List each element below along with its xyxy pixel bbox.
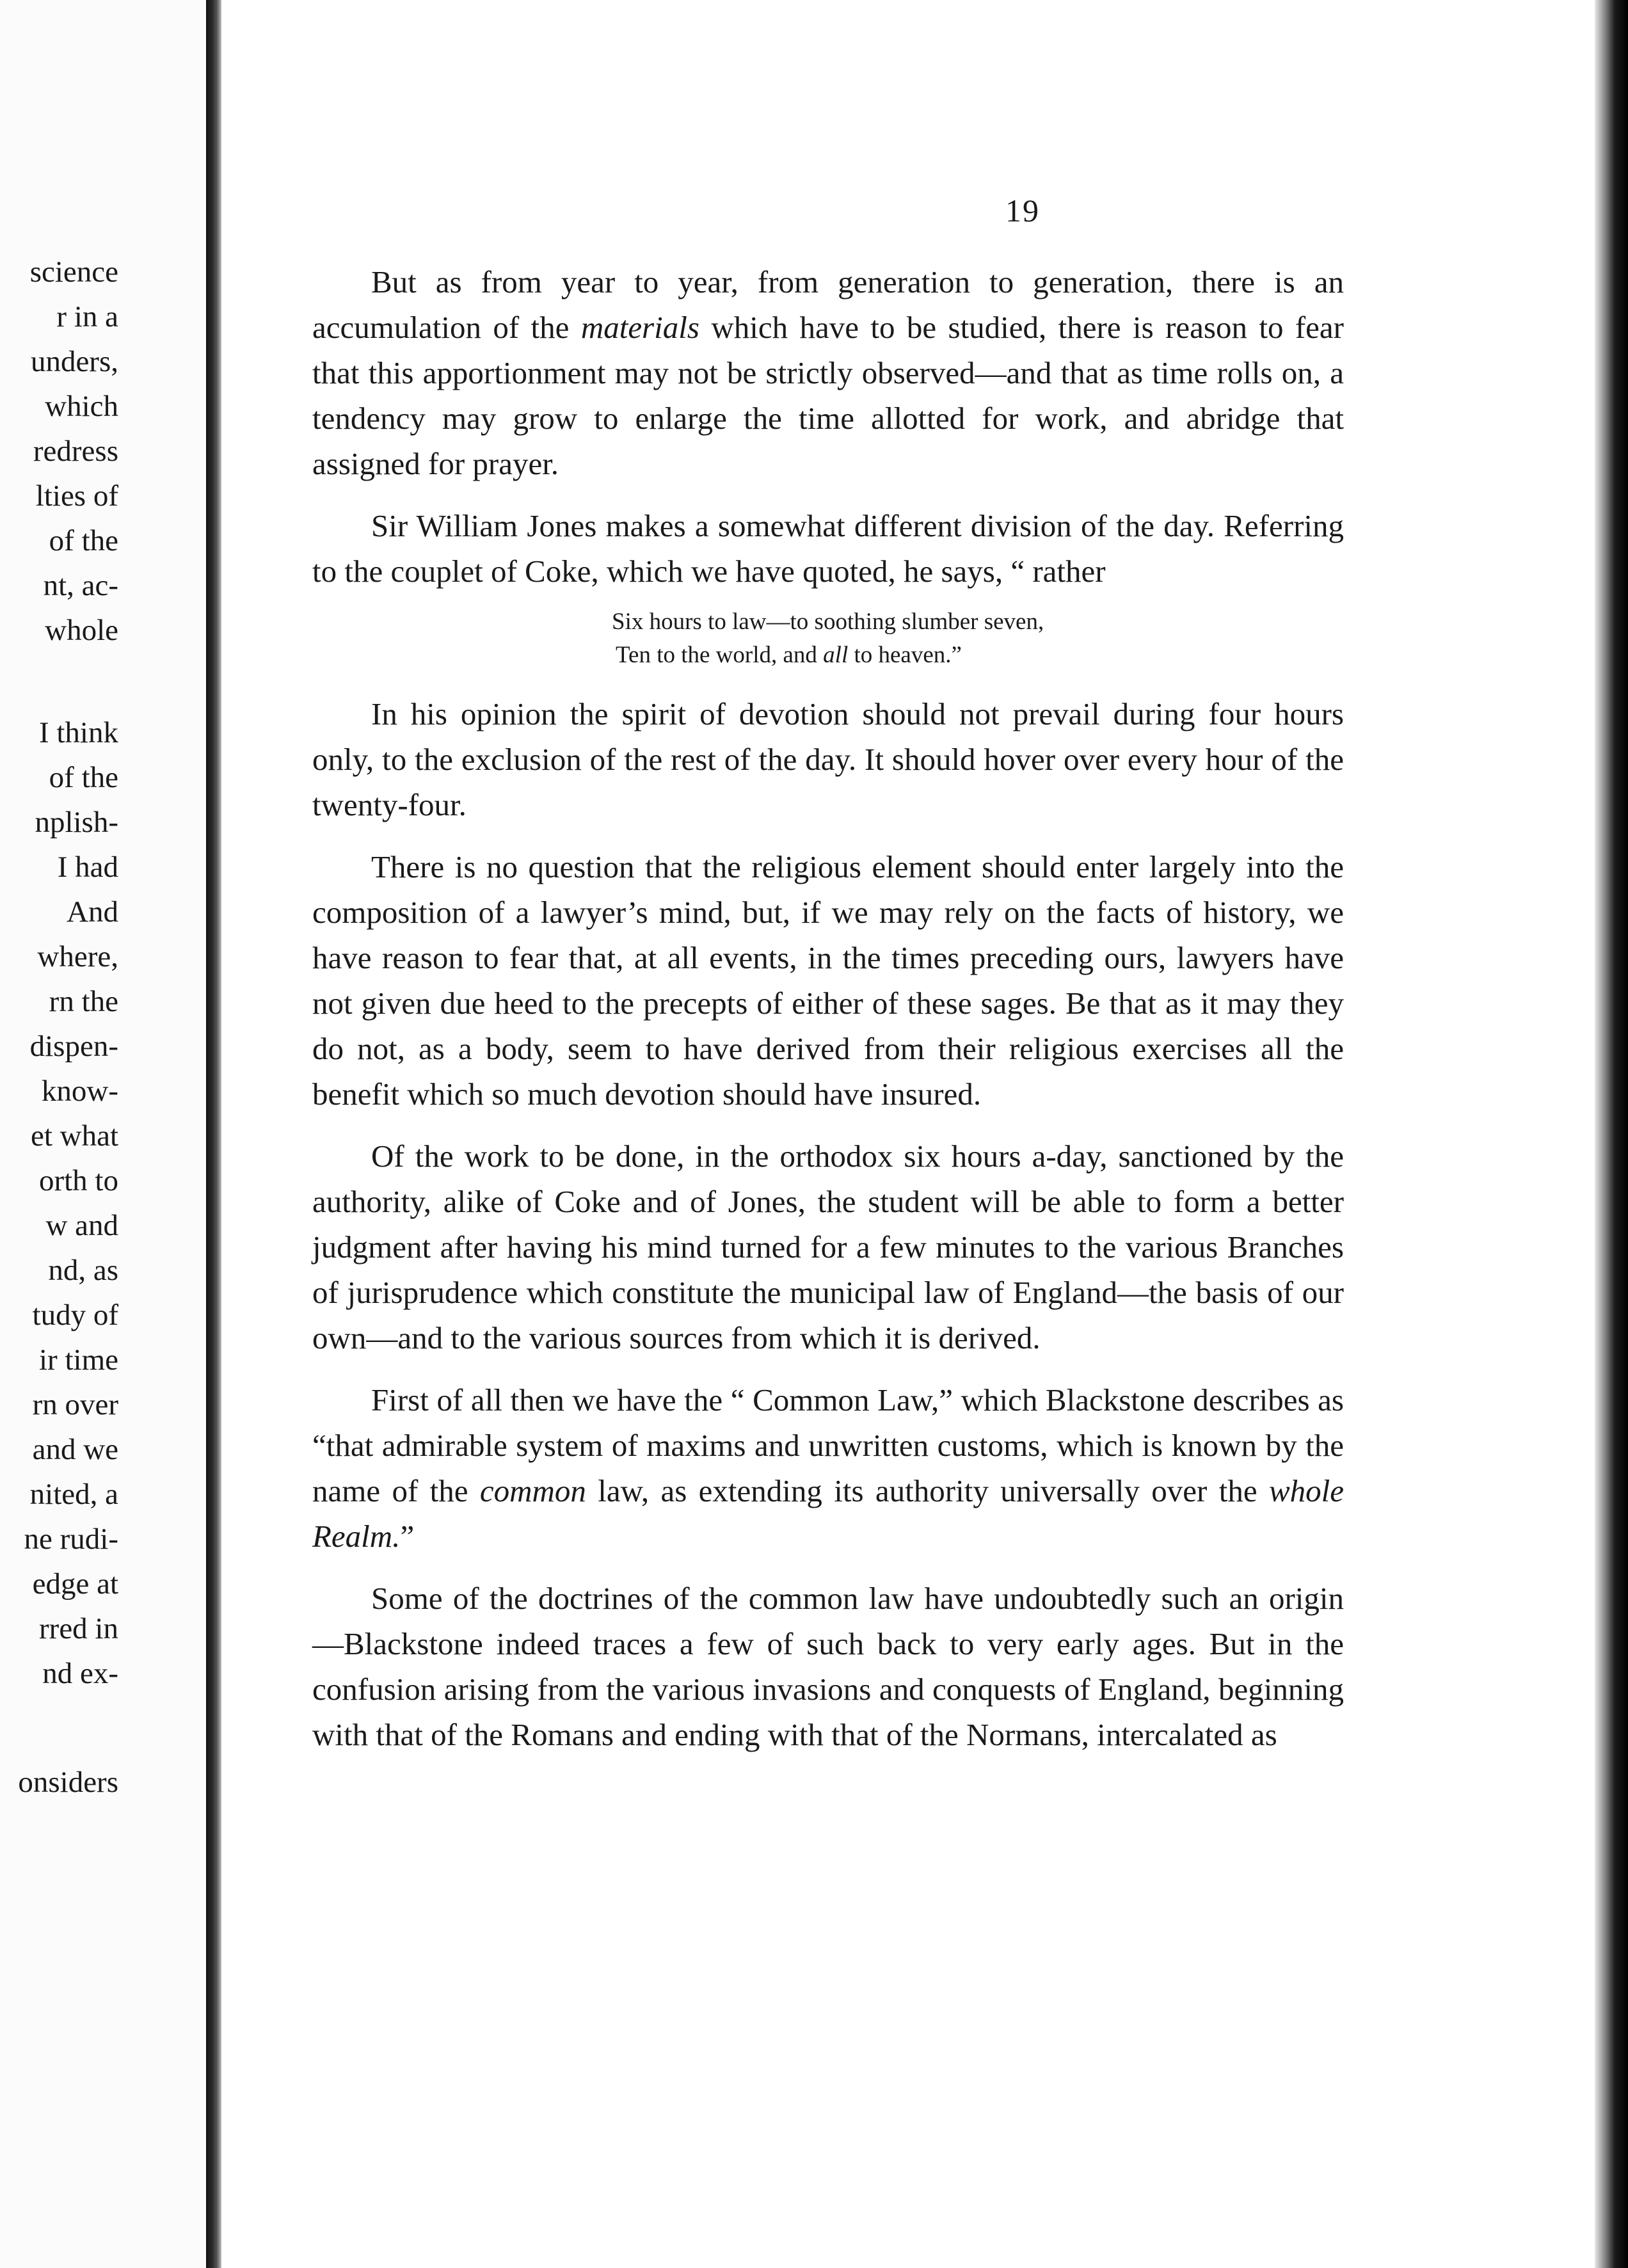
left-page-line: w and — [45, 1209, 118, 1242]
left-page-line: science — [29, 255, 118, 289]
couplet-quote — [312, 605, 1344, 672]
couplet-line-1: Six hours to law—to soothing slumber seven, — [612, 609, 1044, 635]
left-page-line: of the — [49, 761, 118, 794]
left-page-line: dispen- — [29, 1030, 118, 1063]
left-page-line: rn the — [49, 985, 118, 1018]
paragraph-6: First of all then we have the “ Common Law,” which Blackstone describes as “that admirable system of maxims and unwritten customs, which is known by the name of the common law, as extending its authority universally over the whole Realm.” — [312, 1382, 1345, 1554]
left-page-line: and we — [32, 1433, 118, 1466]
paragraph-4: There is no question that the religious element should enter largely into the composition of a lawyer’s mind, but, if we may rely on the facts of history, we have reason to fear that, at all events, in the times preceding ours, lawyers have not given due heed to the precepts of either of these sages. Be that as it may they do not, as a body, seem to have derived from their religious exercises all the benefit which so much devotion should have insured. — [312, 849, 1344, 1112]
right-page — [221, 0, 1595, 2268]
left-page-line: where, — [37, 940, 118, 973]
left-page-line: ne rudi- — [24, 1522, 118, 1556]
paragraph-1: But as from year to year, from generation to generation, there is an accumulation of the materials which have to be studied, there is reason to fear that this apportionment may not be strictly observed—and that as time rolls on, a tendency may grow to enlarge the time allotted for work, and abridge that assigned for prayer. — [312, 264, 1344, 481]
left-page-fragment — [0, 0, 208, 2268]
left-page-line: tudy of — [32, 1298, 118, 1332]
left-page-line: lties of — [35, 479, 118, 513]
page-edge-shadow — [1595, 0, 1628, 2268]
paragraph-5: Of the work to be done, in the orthodox six hours a-day, sanctioned by the authority, alike of Coke and of Jones, the student will be able to form a better judgment after having his mind turned for a few minutes to the various Branches of jurisprudence which constitute the municipal law of England—the basis of our own—and to the various sources from which it is derived. — [312, 1138, 1344, 1355]
left-page-line: et what — [30, 1119, 118, 1153]
book-gutter — [206, 0, 221, 2268]
paragraph-7: Some of the doctrines of the common law have undoubtedly such an origin—Blackstone indeed traces a few of such back to very early ages. But in the confusion arising from the various invasions and conquests of England, beginning with that of the Romans and ending with that of the Normans, intercalated as — [312, 1581, 1344, 1752]
page-body — [312, 259, 1344, 1757]
left-page-line: And — [67, 895, 118, 929]
paragraph-2: Sir William Jones makes a somewhat different division of the day. Referring to the couplet of Coke, which we have quoted, he says, “ rather — [312, 508, 1344, 589]
left-page-line: nt, ac- — [43, 569, 118, 602]
left-page-line: know- — [41, 1074, 118, 1108]
left-page-line: of the — [49, 524, 118, 557]
couplet-line-2: Ten to the world, and all to heaven.” — [616, 642, 962, 668]
paragraph-3: In his opinion the spirit of devotion should not prevail during four hours only, to the exclusion of the rest of the day. It should hover over every hour of the twenty-four. — [312, 696, 1344, 822]
left-page-line: unders, — [30, 345, 118, 378]
left-page-line: whole — [45, 614, 118, 647]
left-page-line: which — [45, 390, 118, 423]
left-page-line: edge at — [32, 1567, 118, 1601]
left-page-line: onsiders — [18, 1766, 118, 1799]
left-page-line: r in a — [56, 300, 118, 333]
left-page-line: rred in — [39, 1612, 118, 1645]
left-page-line: nplish- — [35, 806, 118, 839]
left-page-line: I think — [38, 716, 118, 749]
left-page-line: ir time — [39, 1343, 118, 1377]
left-page-line: orth to — [38, 1164, 118, 1197]
left-page-line: rn over — [32, 1388, 118, 1421]
page-number: 19 — [1005, 193, 1040, 228]
left-page-line: nited, a — [29, 1478, 118, 1511]
left-page-line: nd ex- — [42, 1657, 118, 1690]
left-page-line: redress — [33, 435, 118, 468]
left-page-line: nd, as — [48, 1254, 118, 1287]
left-page-line: I had — [57, 850, 118, 884]
